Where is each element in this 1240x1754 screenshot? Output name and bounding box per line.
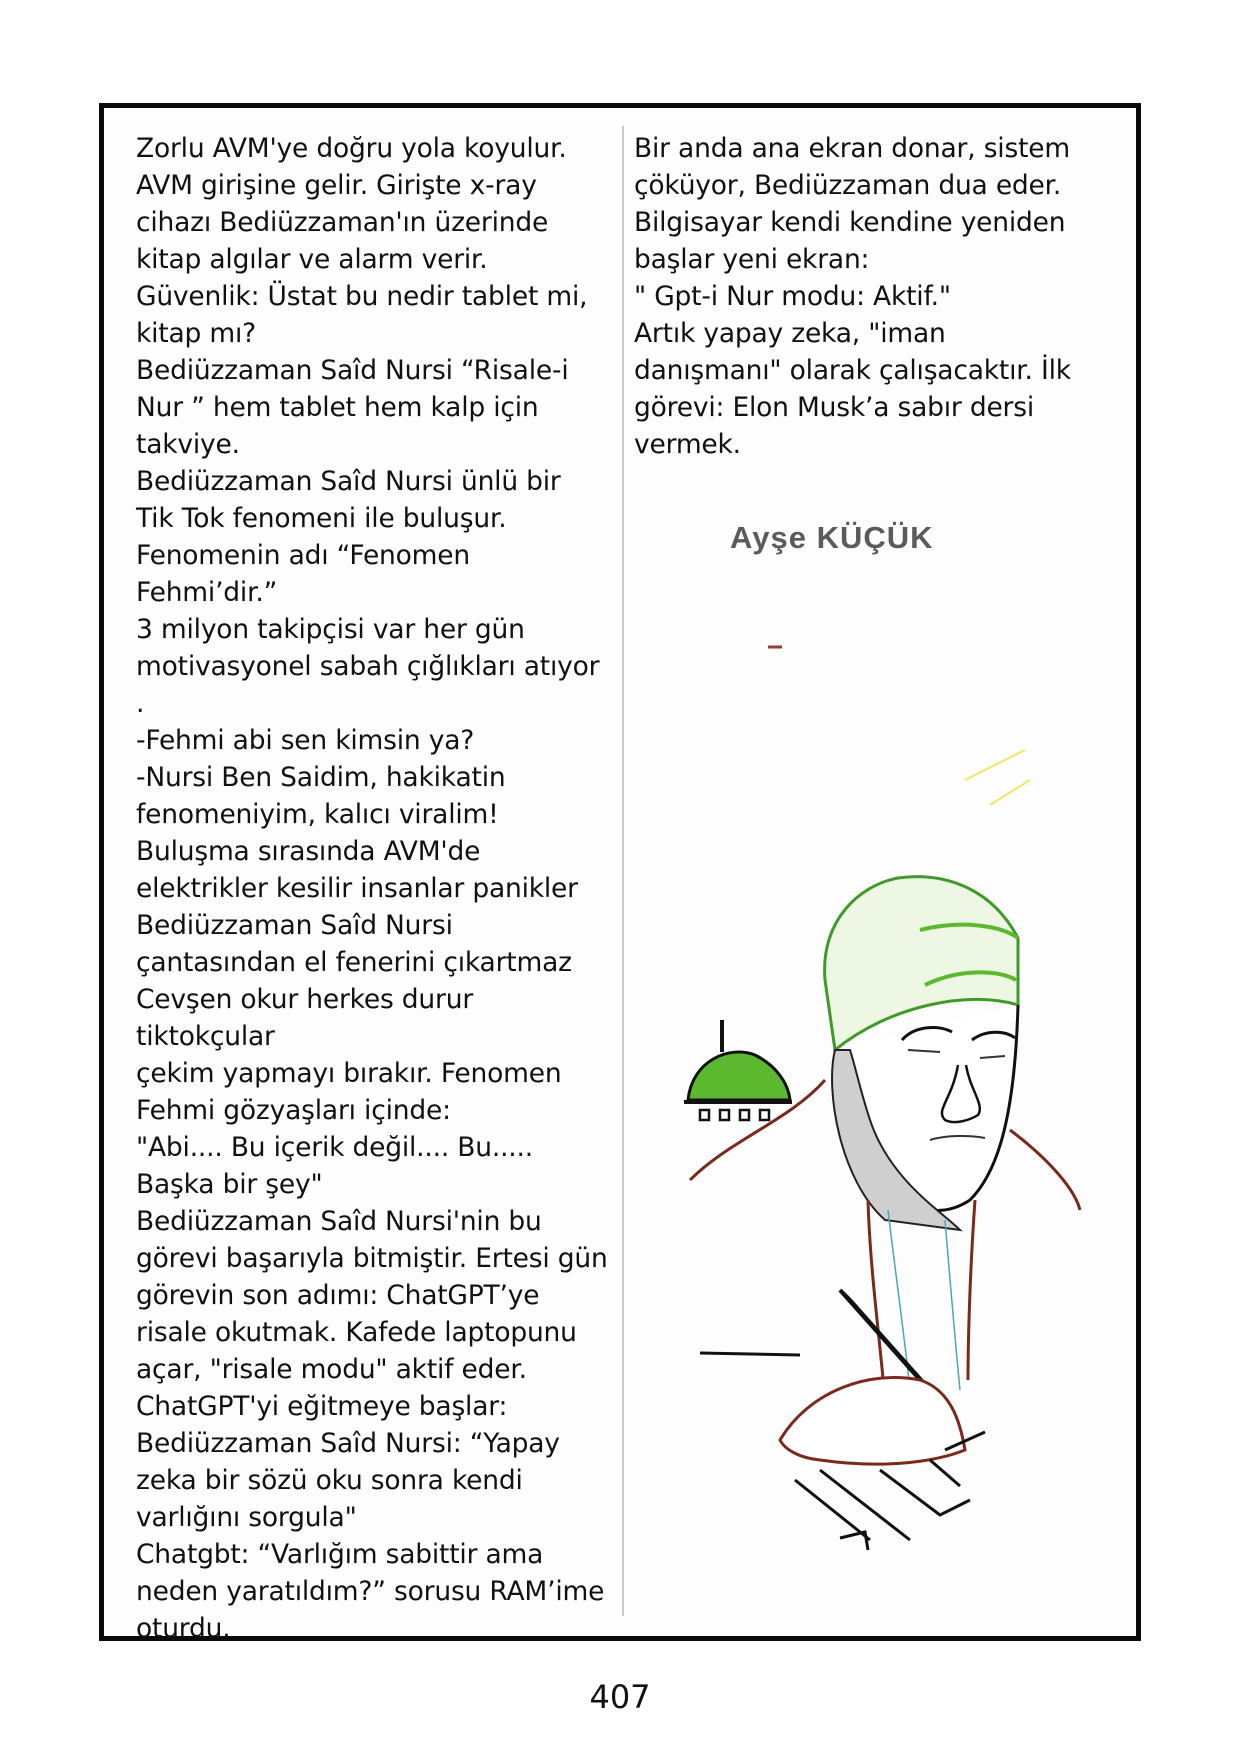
right-column-line: " Gpt-i Nur modu: Aktif."	[634, 281, 951, 312]
left-column-line: kitap algılar ve alarm verir.	[136, 244, 488, 275]
light-rays-icon	[965, 750, 1030, 805]
left-column-line: ChatGPT'yi eğitmeye başlar:	[136, 1391, 508, 1422]
hand-outline	[780, 1378, 965, 1465]
left-column-line: 3 milyon takipçisi var her gün	[136, 614, 525, 645]
left-column-line: Zorlu AVM'ye doğru yola koyulur.	[136, 133, 567, 164]
pen-icon	[840, 1290, 930, 1390]
portrait-illustration-icon	[640, 620, 1120, 1620]
author-name: Ayşe KÜÇÜK	[730, 520, 934, 555]
left-column-line: açar, "risale modu" aktif eder.	[136, 1354, 527, 1385]
right-column-line: danışmanı" olarak çalışacaktır. İlk	[634, 355, 1071, 386]
left-column-line: Bediüzzaman Saîd Nursi “Risale-i	[136, 355, 569, 386]
left-column-line: fenomeniyim, kalıcı viralim!	[136, 799, 499, 830]
left-column-line: çantasından el fenerini çıkartmaz	[136, 947, 572, 978]
left-column-line: Bediüzzaman Saîd Nursi ünlü bir	[136, 466, 561, 497]
left-column-line: varlığını sorgula"	[136, 1502, 357, 1533]
left-column-line: görevin son adımı: ChatGPT’ye	[136, 1280, 540, 1311]
left-column-line: cihazı Bediüzzaman'ın üzerinde	[136, 207, 549, 238]
left-column-line: Fehmi gözyaşları içinde:	[136, 1095, 451, 1126]
left-column-line: takviye.	[136, 429, 240, 460]
page-number: 407	[589, 1678, 651, 1716]
left-column-line: Fenomenin adı “Fenomen	[136, 540, 470, 571]
left-column-text	[136, 130, 616, 1647]
left-column-line: "Abi.... Bu içerik değil.... Bu.....	[136, 1132, 533, 1163]
left-column-line: AVM girişine gelir. Girişte x-ray	[136, 170, 537, 201]
left-column-line: Başka bir şey"	[136, 1169, 323, 1200]
dome-icon	[684, 1020, 792, 1120]
left-column-line: görevi başarıyla bitmiştir. Ertesi gün	[136, 1243, 608, 1274]
column-divider	[622, 126, 624, 1616]
left-column-line: Bediüzzaman Saîd Nursi'nin bu	[136, 1206, 542, 1237]
left-column	[136, 130, 616, 1647]
right-column	[634, 130, 1104, 463]
right-column-line: çöküyor, Bediüzzaman dua eder.	[634, 170, 1062, 201]
left-column-line: Bediüzzaman Saîd Nursi	[136, 910, 453, 941]
right-column-line: Bir anda ana ekran donar, sistem	[634, 133, 1070, 164]
left-column-line: -Fehmi abi sen kimsin ya?	[136, 725, 475, 756]
right-column-line: başlar yeni ekran:	[634, 244, 870, 275]
left-column-line: -Nursi Ben Saidim, hakikatin	[136, 762, 506, 793]
left-column-line: Güvenlik: Üstat bu nedir tablet mi,	[136, 281, 588, 312]
left-column-line: risale okutmak. Kafede laptopunu	[136, 1317, 577, 1348]
left-column-line: motivasyonel sabah çığlıkları atıyor	[136, 651, 600, 682]
right-column-line: Artık yapay zeka, "iman	[634, 318, 946, 349]
right-column-line: Bilgisayar kendi kendine yeniden	[634, 207, 1066, 238]
left-column-line: neden yaratıldım?” sorusu RAM’ime	[136, 1576, 605, 1607]
right-column-text	[634, 130, 1104, 463]
left-column-line: .	[136, 688, 145, 719]
left-column-line: Buluşma sırasında AVM'de	[136, 836, 481, 867]
left-column-line: elektrikler kesilir insanlar panikler	[136, 873, 578, 904]
right-column-line: görevi: Elon Musk’a sabır dersi	[634, 392, 1035, 423]
left-column-line: Tik Tok fenomeni ile buluşur.	[136, 503, 507, 534]
left-column-line: zeka bir sözü oku sonra kendi	[136, 1465, 523, 1496]
left-column-line: Nur ” hem tablet hem kalp için	[136, 392, 539, 423]
left-column-line: kitap mı?	[136, 318, 257, 349]
left-column-line: oturdu.	[136, 1613, 231, 1644]
book-line	[700, 1353, 800, 1355]
left-column-line: çekim yapmayı bırakır. Fenomen	[136, 1058, 562, 1089]
left-column-line: Chatgbt: “Varlığım sabittir ama	[136, 1539, 544, 1570]
right-column-line: vermek.	[634, 429, 741, 460]
left-column-line: Cevşen okur herkes durur tiktokçular	[136, 984, 474, 1052]
left-column-line: Bediüzzaman Saîd Nursi: “Yapay	[136, 1428, 560, 1459]
left-column-line: Fehmi’dir.”	[136, 577, 278, 608]
